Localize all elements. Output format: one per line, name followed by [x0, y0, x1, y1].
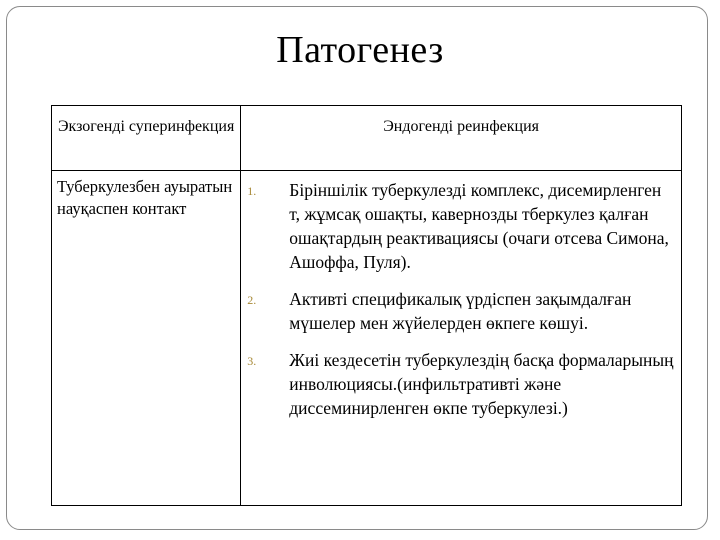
pathogenesis-table: [51, 105, 682, 506]
slide-title: Патогенез: [276, 29, 444, 71]
list-item-number: 2.: [247, 293, 257, 307]
cell-endogenous: [241, 171, 682, 506]
header-exogenous: [52, 106, 241, 171]
list-item-text: Активті спецификалық үрдіспен зақымдалған мүшелер мен жүйелерден өкпеге көшуі.: [289, 289, 632, 333]
list-item: [247, 287, 675, 335]
list-item-number: 1.: [247, 184, 257, 198]
table-header-row: [52, 106, 682, 171]
table-row: [52, 171, 682, 506]
header-endogenous: [241, 106, 682, 171]
endogenous-list: [247, 178, 675, 420]
list-item: [247, 178, 675, 274]
header-exogenous-label: Экзогенді суперинфекция: [57, 118, 235, 135]
exogenous-text: Туберкулезбен ауыратын науқаспен контакт: [57, 177, 233, 218]
header-endogenous-label: Эндогенді реинфекция: [383, 118, 540, 135]
list-item-number: 3.: [247, 354, 257, 368]
cell-exogenous: [52, 171, 241, 506]
list-item-text: Біріншілік туберкулезді комплекс, дисемирленген т, жұмсақ ошақты, кавернозды тберкулез қалған ошақтардың реактивациясы (очаги отсева Симона, Ашоффа, Пуля).: [289, 180, 669, 272]
list-item: [247, 348, 675, 420]
list-item-text: Жиі кездесетін туберкулездің басқа формаларының инволюциясы.(инфильтративті және диссеминирленген өкпе туберкулезі.): [289, 350, 674, 418]
